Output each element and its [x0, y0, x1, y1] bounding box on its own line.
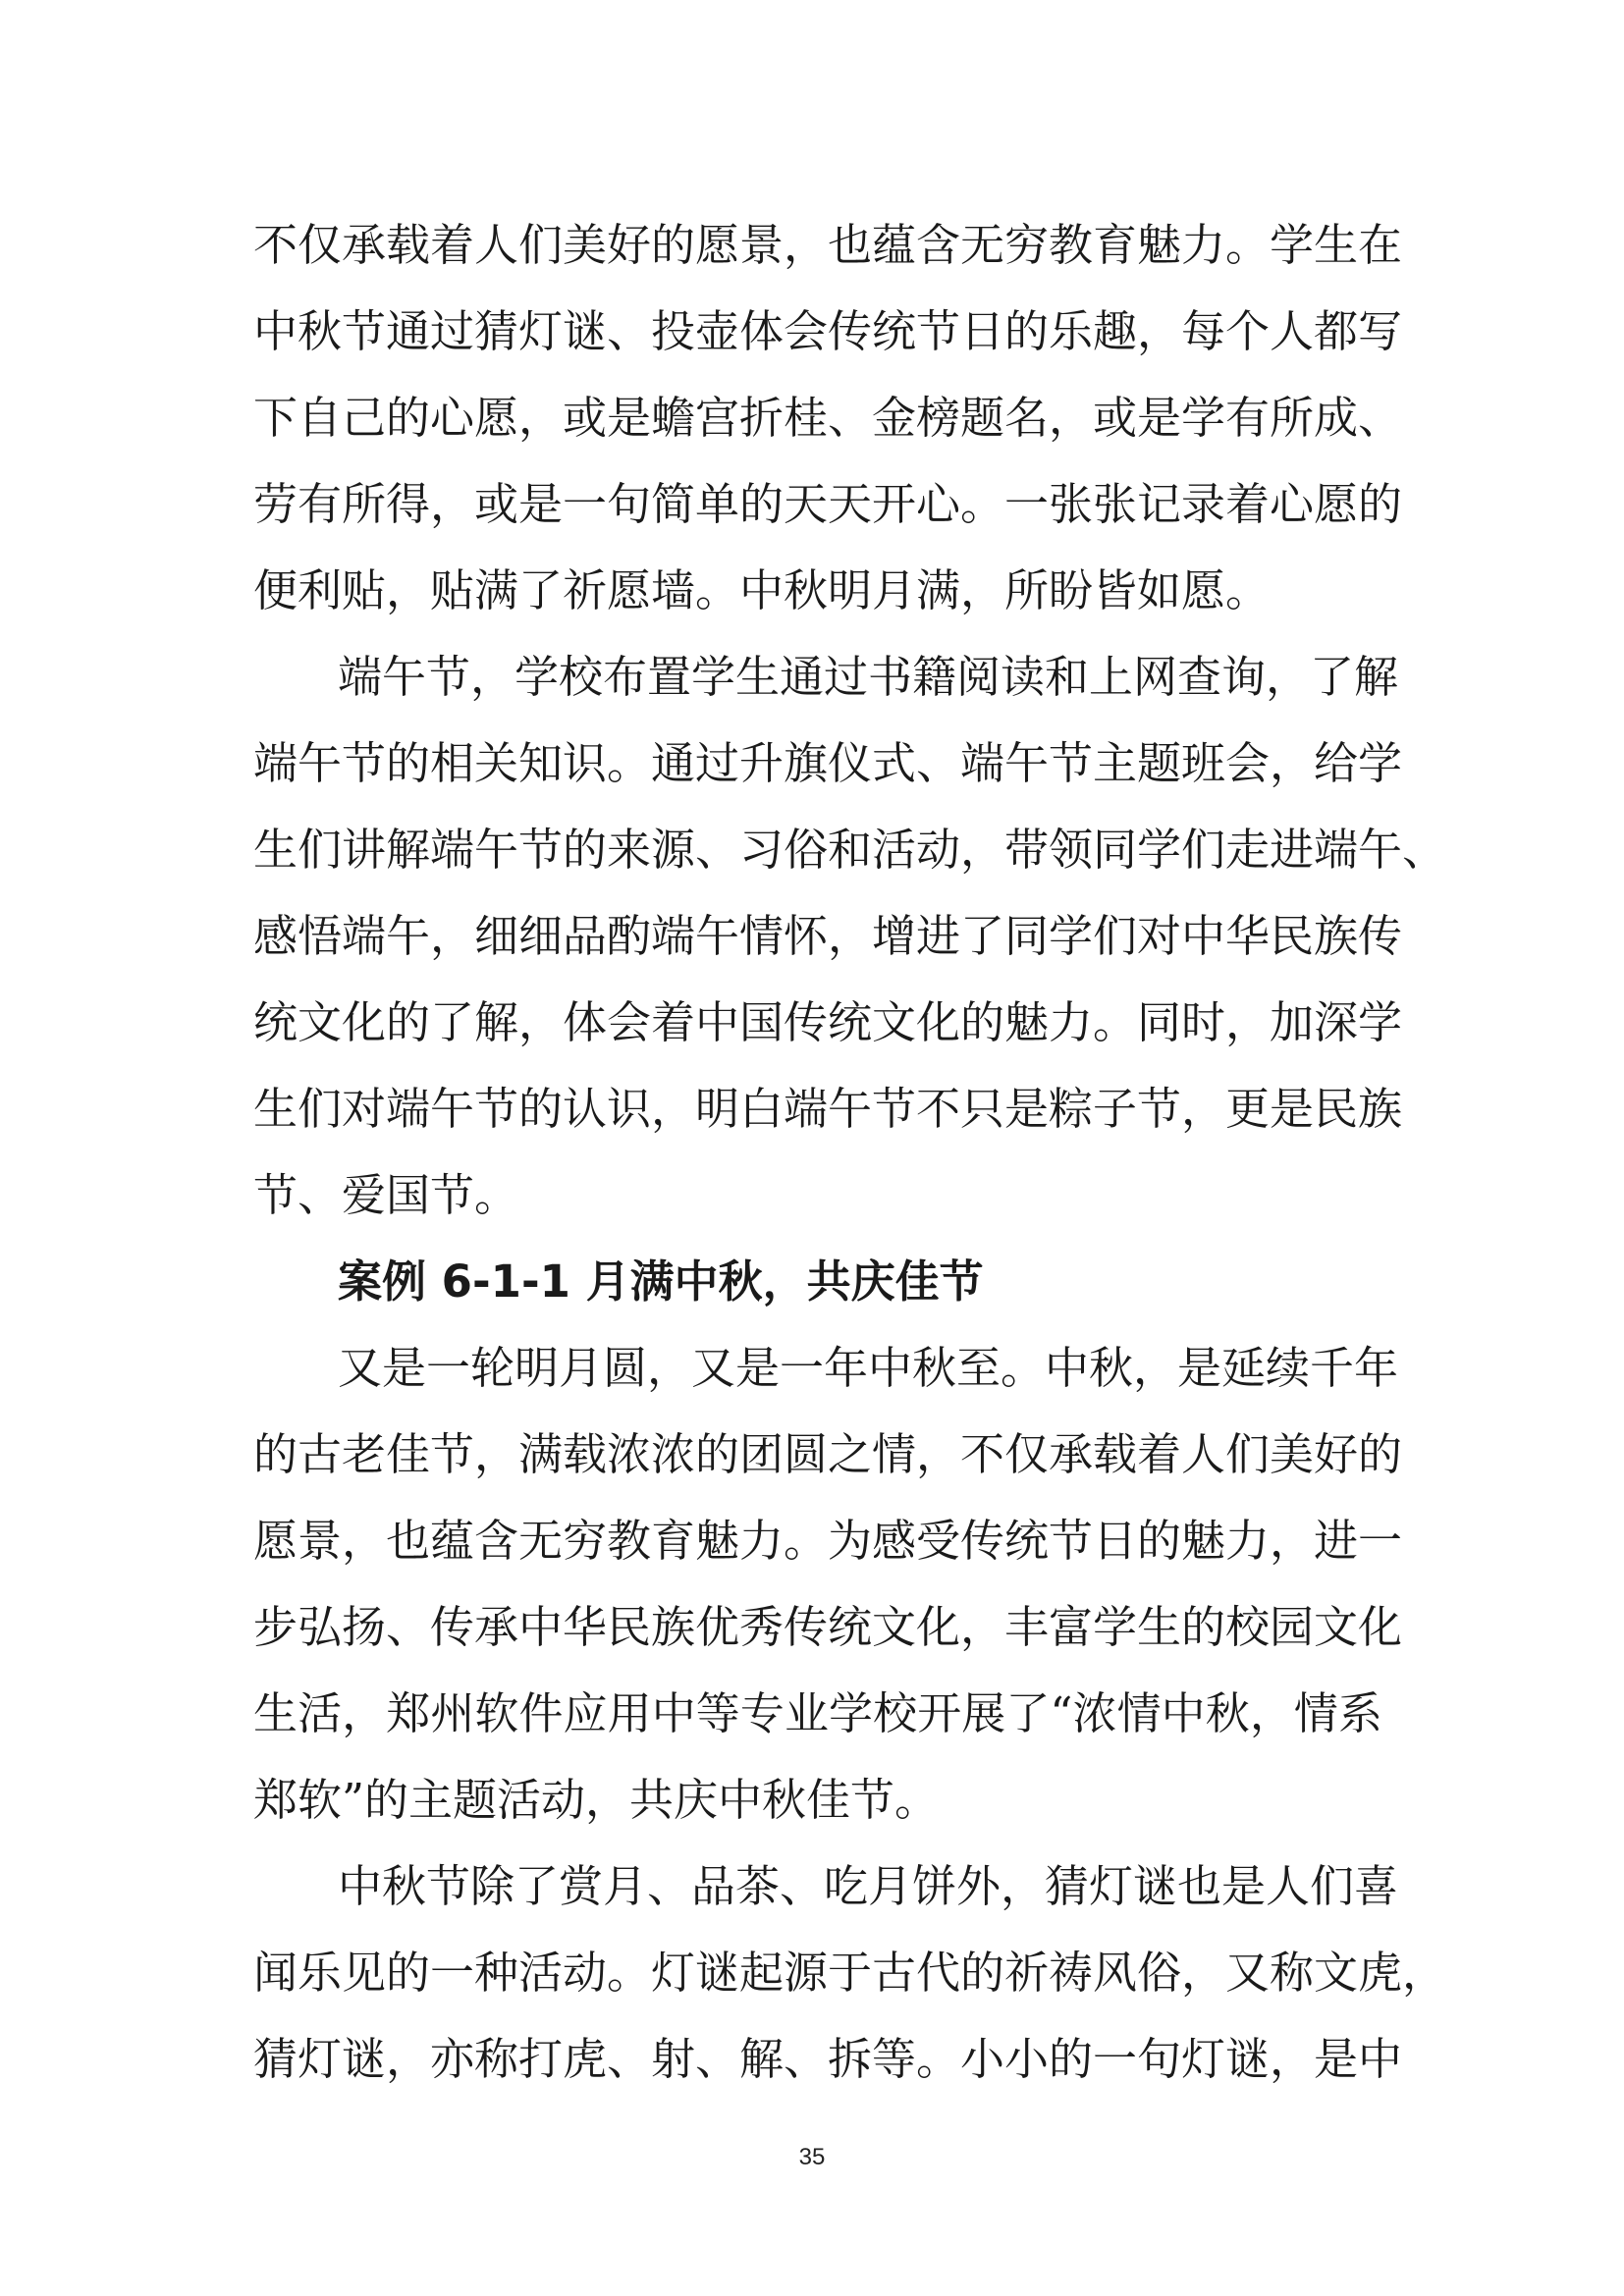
text-line: 便利贴，贴满了祈愿墙。中秋明月满，所盼皆如愿。	[253, 564, 1271, 616]
paragraph-4	[253, 1843, 1447, 2103]
paragraph-3	[253, 1325, 1403, 1843]
text-line: 步弘扬、传承中华民族优秀传统文化，丰富学生的校园文化	[253, 1601, 1403, 1653]
body-text	[253, 202, 1447, 2103]
text-line: 闻乐见的一种活动。灯谜起源于古代的祈祷风俗，又称文虎，	[253, 1947, 1447, 1999]
text-line: 下自己的心愿，或是蟾宫折桂、金榜题名，或是学有所成、	[253, 392, 1403, 444]
text-line: 愿景，也蕴含无穷教育魅力。为感受传统节日的魅力，进一	[253, 1515, 1403, 1567]
text-line: 端午节的相关知识。通过升旗仪式、端午节主题班会，给学	[253, 737, 1403, 789]
text-line: 感悟端午，细细品酌端午情怀，增进了同学们对中华民族传	[253, 910, 1403, 962]
text-line: 中秋节通过猜灯谜、投壶体会传统节日的乐趣，每个人都写	[253, 305, 1403, 357]
text-line: 节、爱国节。	[253, 1169, 519, 1221]
text-line: 生活，郑州软件应用中等专业学校开展了“浓情中秋，情系	[253, 1687, 1382, 1739]
text-line: 不仅承载着人们美好的愿景，也蕴含无穷教育魅力。学生在	[253, 219, 1403, 271]
text-line: 生们讲解端午节的来源、习俗和活动，带领同学们走进端午、	[253, 824, 1447, 876]
case-heading: 案例 6-1-1 月满中秋，共庆佳节	[338, 1255, 984, 1308]
text-line: 的古老佳节，满载浓浓的团圆之情，不仅承载着人们美好的	[253, 1428, 1403, 1480]
text-line: 中秋节除了赏月、品茶、吃月饼外，猜灯谜也是人们喜	[338, 1860, 1399, 1912]
text-line: 统文化的了解，体会着中国传统文化的魅力。同时，加深学	[253, 996, 1403, 1048]
page-number: 35	[798, 2144, 826, 2170]
text-line: 劳有所得，或是一句简单的天天开心。一张张记录着心愿的	[253, 478, 1403, 530]
text-line: 端午节，学校布置学生通过书籍阅读和上网查询，了解	[338, 651, 1399, 703]
text-line: 生们对端午节的认识，明白端午节不只是粽子节，更是民族	[253, 1083, 1403, 1135]
paragraph-1	[253, 202, 1403, 634]
text-line: 又是一轮明月圆，又是一年中秋至。中秋，是延续千年	[338, 1342, 1399, 1394]
text-line: 猜灯谜，亦称打虎、射、解、拆等。小小的一句灯谜，是中	[253, 2033, 1403, 2085]
text-line: 郑软”的主题活动，共庆中秋佳节。	[253, 1774, 940, 1826]
paragraph-2	[253, 634, 1447, 1239]
